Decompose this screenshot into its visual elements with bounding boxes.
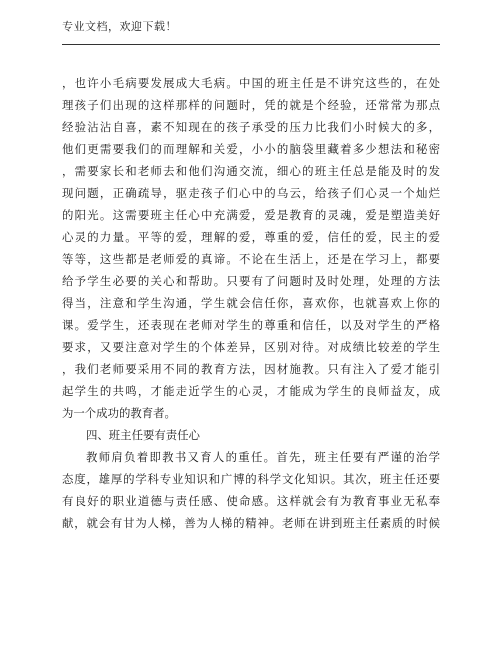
- text-line: 为一个成功的教育者。: [62, 406, 176, 420]
- section-heading: 四、班主任要有责任心: [86, 428, 200, 442]
- text-line: 教师肩负着即教书又育人的重任。首先，班主任要有严谨的治学: [86, 450, 440, 464]
- text-line: 等等，这些都是老师爱的真谛。不论在生活上，还是在学习上，都要: [62, 252, 440, 266]
- paragraph-responsibility: [62, 446, 440, 534]
- text-line: 理孩子们出现的这样那样的问题时，凭的就是个经验，还常常为那点: [62, 98, 440, 112]
- text-line: 要求，又要注意对学生的个体差异，区别对待。对成绩比较差的学生: [62, 340, 440, 354]
- text-line: ，我们老师要采用不同的教育方法，因材施教。只有注入了爱才能引: [62, 362, 440, 376]
- text-line: 经验沾沾自喜，素不知现在的孩子承受的压力比我们小时候大的多，: [62, 120, 440, 134]
- text-line: 得当，注意和学生沟通，学生就会信任你，喜欢你，也就喜欢上你的: [62, 296, 440, 310]
- header-divider: [62, 44, 440, 45]
- text-line: 心灵的力量。平等的爱，理解的爱，尊重的爱，信任的爱，民主的爱: [62, 230, 440, 244]
- text-line: 现问题，正确疏导，驱走孩子们心中的乌云，给孩子们心灵一个灿烂: [62, 186, 440, 200]
- text-line: 他们更需要我们的而理解和关爱，小小的脑袋里藏着多少想法和秘密: [62, 142, 440, 156]
- page-header: 专业文档，欢迎下载！: [62, 20, 177, 33]
- text-line: 起学生的共鸣，才能走近学生的心灵，才能成为学生的良师益友，成: [62, 384, 440, 398]
- text-line: 给予学生必要的关心和帮助。只要有了问题时及时处理，处理的方法: [62, 274, 440, 288]
- paragraph-love: [62, 72, 440, 424]
- text-line: ，需要家长和老师去和他们沟通交流，细心的班主任总是能及时的发: [62, 164, 440, 178]
- text-line: 的阳光。这需要班主任心中充满爱，爱是教育的灵魂，爱是塑造美好: [62, 208, 440, 222]
- text-line: 有良好的职业道德与责任感、使命感。这样就会有为教育事业无私奉: [62, 494, 440, 508]
- document-body: [62, 72, 440, 534]
- text-line: 课。爱学生，还表现在老师对学生的尊重和信任，以及对学生的严格: [62, 318, 440, 332]
- text-line: 态度，雄厚的学科专业知识和广博的科学文化知识。其次，班主任还要: [62, 472, 440, 486]
- text-line: 献，就会有甘为人梯，善为人梯的精神。老师在讲到班主任素质的时候: [62, 516, 440, 530]
- text-line: ，也许小毛病要发展成大毛病。中国的班主任是不讲究这些的，在处: [62, 76, 440, 90]
